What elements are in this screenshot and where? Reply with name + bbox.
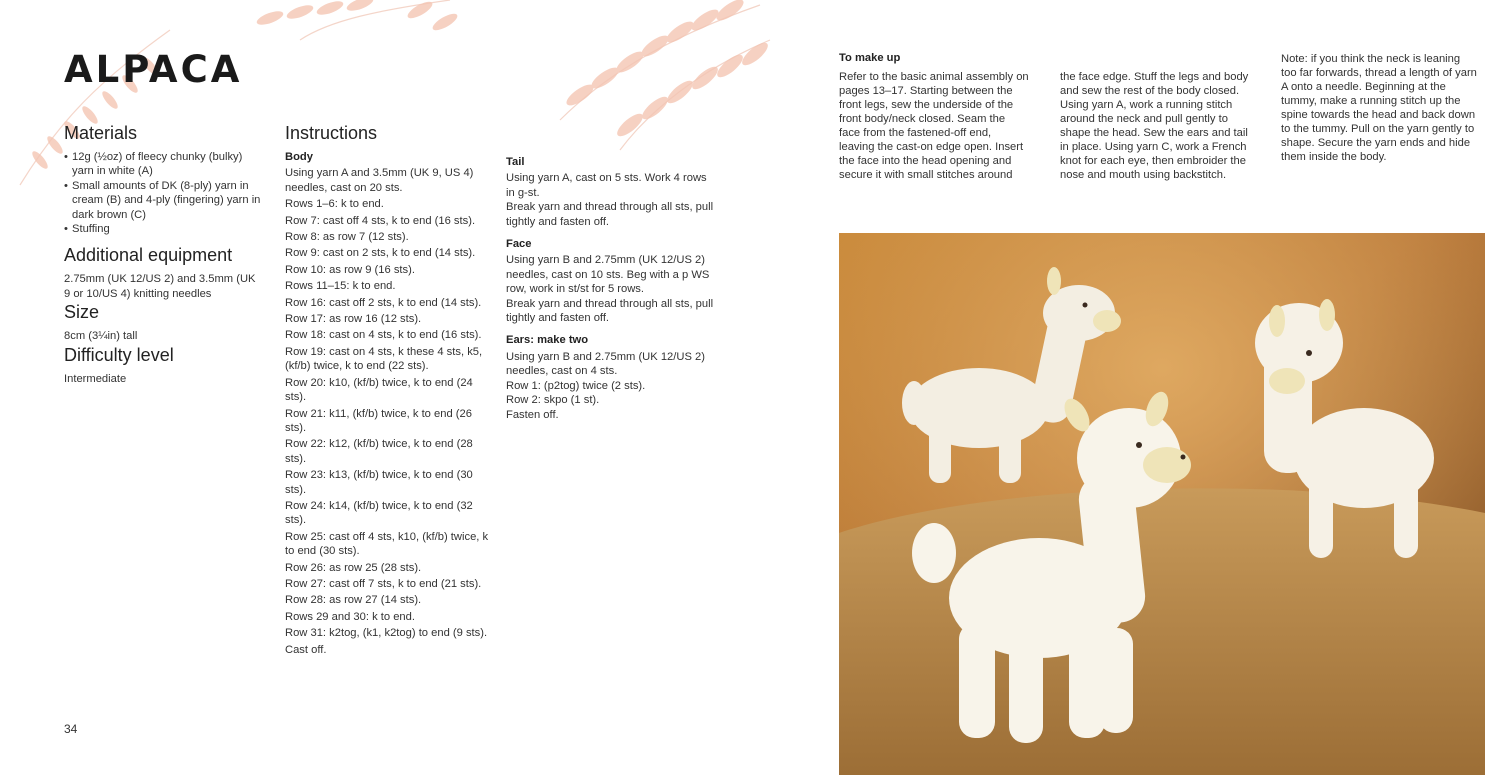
ears-text: Row 2: skpo (1 st). <box>506 394 600 407</box>
body-row: Row 9: cast on 2 sts, k to end (14 sts). <box>285 247 476 260</box>
body-row: Row 16: cast off 2 sts, k to end (14 sts). <box>285 296 482 309</box>
equipment-heading: Additional equipment <box>64 245 233 266</box>
make-up-text-col1: Refer to the basic animal assembly on pages 13–17. Starting between the front legs, sew the underside of the front body/neck closed. Seam the face from the fastened-off end, leaving the cast-on edge open. Insert the face into the head opening and secure it with small stitches around <box>839 71 1029 181</box>
materials-column <box>64 122 264 386</box>
body-rows-list <box>285 166 495 657</box>
body-row: Row 19: cast on 4 sts, k these 4 sts, k5, (kf/b) twice, k to end (22 sts). <box>285 345 483 373</box>
body-row: Row 20: k10, (kf/b) twice, k to end (24 sts). <box>285 376 473 404</box>
body-row: Row 8: as row 7 (12 sts). <box>285 231 409 244</box>
make-up-heading: To make up <box>839 52 901 64</box>
body-row: Row 22: k12, (kf/b) twice, k to end (28 sts). <box>285 438 473 465</box>
right-page <box>775 0 1500 775</box>
body-row: Rows 1–6: k to end. <box>285 198 384 211</box>
body-row: Rows 11–15: k to end. <box>285 280 396 293</box>
face-heading: Face <box>506 238 532 251</box>
body-row: Row 31: k2tog, (k1, k2tog) to end (9 sts). <box>285 627 488 640</box>
body-row: Row 23: k13, (kf/b) twice, k to end (30 sts). <box>285 469 473 496</box>
body-row: Using yarn A and 3.5mm (UK 9, US 4) needles, cast on 20 sts. <box>285 167 474 194</box>
page-number: 34 <box>64 722 78 736</box>
equipment-text: 2.75mm (UK 12/US 2) and 3.5mm (UK 9 or 10/US 4) knitting needles <box>64 273 256 300</box>
body-row: Row 27: cast off 7 sts, k to end (21 sts). <box>285 577 482 590</box>
materials-item: • Small amounts of DK (8-ply) yarn in cream (B) and 4-ply (fingering) yarn in dark brown (C) <box>64 179 264 222</box>
body-row: Cast off. <box>285 643 327 656</box>
body-row: Row 26: as row 25 (28 sts). <box>285 561 422 574</box>
body-row: Row 28: as row 27 (14 sts). <box>285 594 422 607</box>
ears-text: Row 1: (p2tog) twice (2 sts). <box>506 379 646 392</box>
body-row: Row 7: cast off 4 sts, k to end (16 sts). <box>285 214 476 227</box>
instructions-heading: Instructions <box>285 123 378 143</box>
difficulty-text: Intermediate <box>64 372 127 385</box>
note-text: Note: if you think the neck is leaning too far forwards, thread a length of yarn A onto a needle. Beginning at the tummy, make a running stitch up the spine towards the head and back down to the tummy. Pull on the yarn gently to shape. Secure the yarn ends and hide them inside the body. <box>1281 53 1477 163</box>
alpaca-photo <box>839 233 1485 775</box>
body-heading: Body <box>285 151 313 163</box>
ears-heading: Ears: make two <box>506 334 589 347</box>
size-heading: Size <box>64 302 100 323</box>
materials-item: • Stuffing <box>64 222 264 236</box>
body-row: Row 24: k14, (kf/b) twice, k to end (32 sts). <box>285 499 473 527</box>
ears-text: Fasten off. <box>506 408 559 421</box>
materials-item: • 12g (½oz) of fleecy chunky (bulky) yarn in white (A) <box>64 150 264 179</box>
body-row: Row 17: as row 16 (12 sts). <box>285 313 422 326</box>
face-text: Break yarn and thread through all sts, pull tightly and fasten off. <box>506 297 714 325</box>
materials-heading: Materials <box>64 123 138 143</box>
body-row: Row 10: as row 9 (16 sts). <box>285 263 415 276</box>
instructions-column-2 <box>506 155 716 430</box>
make-up-text-col2: the face edge. Stuff the legs and body and sew the rest of the body closed. Using yarn A, work a running stitch around the neck and pull gently to shape the head. Sew the ears and tail in place. Using yarn C, work a French knot for each eye, then embroider the nose and mouth using backstitch. <box>1060 71 1249 181</box>
tail-text: Using yarn A, cast on 5 sts. Work 4 rows in g-st. <box>506 172 707 199</box>
difficulty-heading: Difficulty level <box>64 344 174 365</box>
ears-text: Using yarn B and 2.75mm (UK 12/US 2) needles, cast on 4 sts. <box>506 350 705 378</box>
size-text: 8cm (3¼in) tall <box>64 330 138 343</box>
materials-list <box>64 150 264 236</box>
body-row: Row 21: k11, (kf/b) twice, k to end (26 sts). <box>285 407 472 434</box>
body-row: Rows 29 and 30: k to end. <box>285 610 415 623</box>
face-text: Using yarn B and 2.75mm (UK 12/US 2) needles, cast on 10 sts. Beg with a p WS row, work in st/st for 5 rows. <box>506 254 710 296</box>
tail-text: Break yarn and thread through all sts, pull tightly and fasten off. <box>506 201 714 228</box>
body-row: Row 18: cast on 4 sts, k to end (16 sts). <box>285 329 482 342</box>
body-row: Row 25: cast off 4 sts, k10, (kf/b) twice, k to end (30 sts). <box>285 530 489 558</box>
tail-heading: Tail <box>506 156 525 168</box>
instructions-column <box>285 122 495 659</box>
pattern-title: ALPACA <box>64 48 243 91</box>
